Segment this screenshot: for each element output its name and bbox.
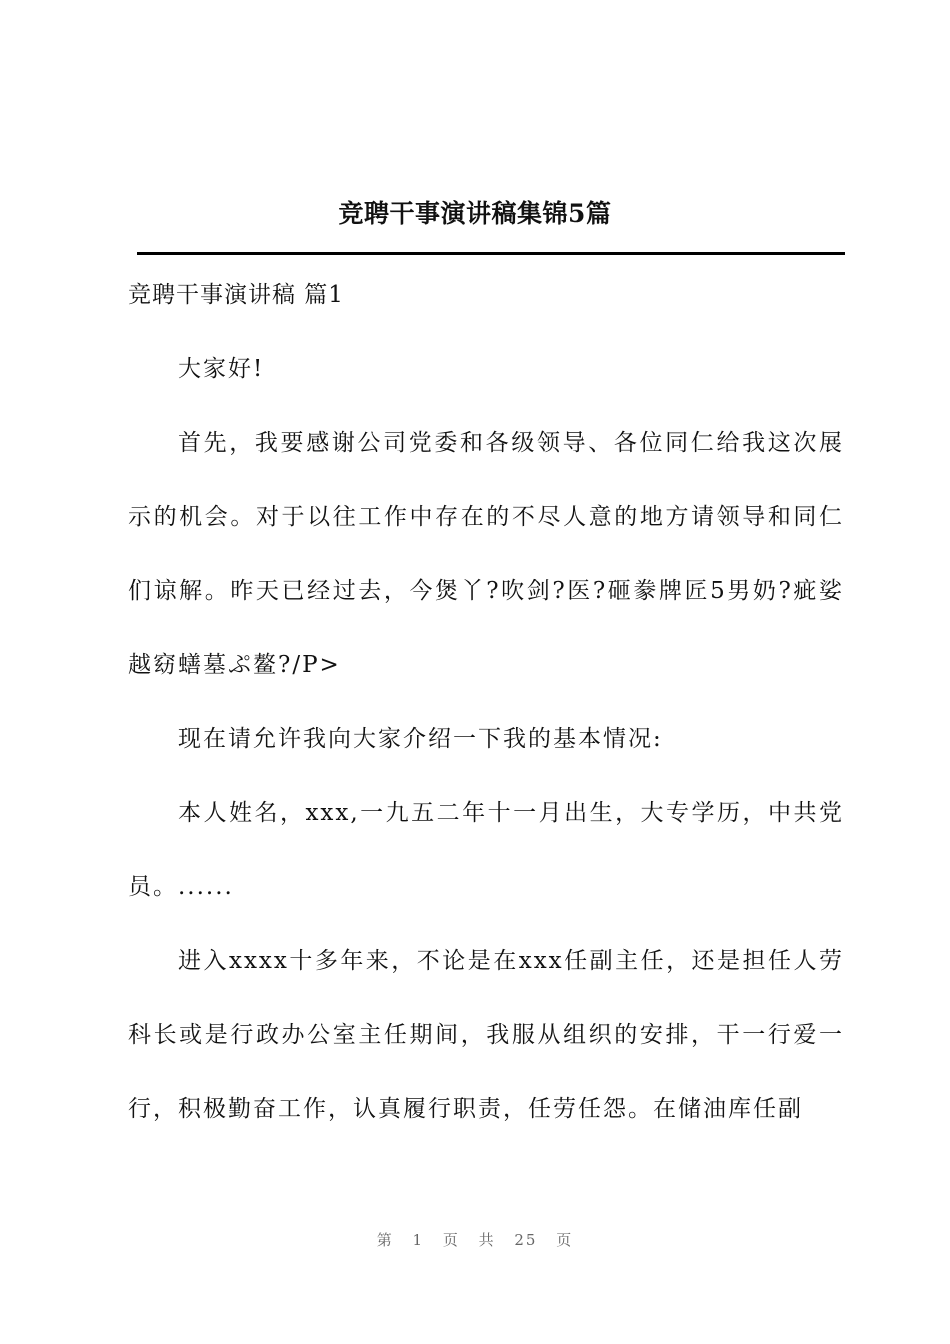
- paragraph-personal-info: 本人姓名，xxx,一九五二年十一月出生，大专学历，中共党员。......: [128, 800, 844, 900]
- document-body: [128, 332, 844, 1146]
- paragraph-thanks: 首先，我要感谢公司党委和各级领导、各位同仁给我这次展示的机会。对于以往工作中存在的不尽人意的地方请领导和同仁们谅解。昨天已经过去，今煲丫?吹剑?医?砸豢牌匠5男奶?疵娑越窈蟮墓ぷ鳌?/P>: [128, 430, 844, 678]
- paragraph-intro: 现在请允许我向大家介绍一下我的基本情况:: [178, 726, 663, 752]
- page-footer: 第 1 页 共 25 页: [376, 1231, 574, 1249]
- paragraph-work-history: 进入xxxx十多年来，不论是在xxx任副主任，还是担任人劳科长或是行政办公室主任期间，我服从组织的安排，干一行爱一行，积极勤奋工作，认真履行职责，任劳任怨。在储油库任副: [128, 948, 844, 1122]
- section-heading: 竞聘干事演讲稿 篇1: [128, 282, 344, 308]
- paragraph-greeting: 大家好!: [178, 356, 265, 382]
- document-title: 竞聘干事演讲稿集锦5篇: [338, 199, 612, 228]
- title-divider: [137, 252, 845, 255]
